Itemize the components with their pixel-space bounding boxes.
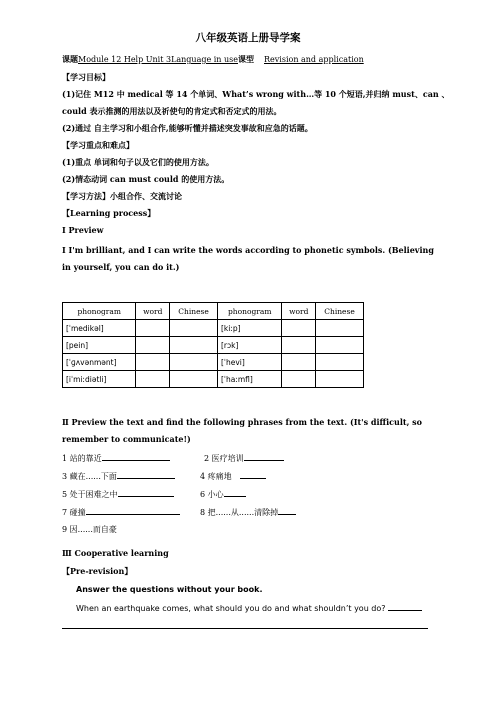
goal-item-1: (1)记住 M12 中 medical 等 14 个单词、What’s wrong with…等 10 个短语,并归纳 must、can 、 bbox=[62, 89, 450, 99]
chinese-cell[interactable] bbox=[170, 354, 218, 371]
type-value: Revision and application bbox=[264, 55, 364, 64]
word-cell[interactable] bbox=[282, 320, 316, 337]
word-cell[interactable] bbox=[136, 371, 170, 388]
question-1: When an earthquake comes, what should you do and what shouldn’t you do? bbox=[76, 602, 422, 614]
word-cell[interactable] bbox=[282, 371, 316, 388]
page-title: 八年级英语上册导学案 bbox=[195, 32, 301, 44]
word-cell[interactable] bbox=[136, 337, 170, 354]
focus-item-2: (2)情态动词 can must could 的使用方法。 bbox=[62, 174, 230, 184]
col-header: Chinese bbox=[170, 303, 218, 320]
phrase-row-3 bbox=[62, 488, 224, 500]
phrase-row-1 bbox=[62, 452, 244, 464]
answer-blank[interactable] bbox=[102, 452, 170, 461]
col-header: phonogram bbox=[218, 303, 282, 320]
table-header-row bbox=[63, 303, 364, 320]
answer-blank[interactable] bbox=[117, 470, 175, 479]
vocab-table bbox=[62, 302, 364, 388]
topic-line bbox=[62, 54, 364, 65]
table-row bbox=[63, 320, 364, 337]
word-cell[interactable] bbox=[136, 320, 170, 337]
phrase-row-4 bbox=[62, 506, 279, 518]
type-label: 课型 bbox=[238, 54, 254, 64]
chinese-cell[interactable] bbox=[316, 354, 364, 371]
phrase-item-2: 2 医疗培训 bbox=[204, 452, 284, 464]
table-row bbox=[63, 354, 364, 371]
focus-item-1: (1)重点 单词和句子以及它们的使用方法。 bbox=[62, 157, 214, 167]
phrase-item: 7 碰撞 bbox=[62, 508, 86, 517]
answer-blank[interactable] bbox=[240, 470, 266, 479]
phonogram-cell: [kiːp] bbox=[218, 320, 282, 337]
process-heading: 【Learning process】 bbox=[62, 208, 156, 218]
phonogram-cell: [iˈmiːdiətli] bbox=[63, 371, 136, 388]
pre-revision-heading: 【Pre-revision】 bbox=[62, 566, 133, 576]
phonogram-cell: [pein] bbox=[63, 337, 136, 354]
goals-heading: 【学习目标】 bbox=[62, 72, 110, 82]
method-line: 【学习方法】小组合作、交流讨论 bbox=[62, 191, 182, 201]
col-header: Chinese bbox=[316, 303, 364, 320]
coop-heading: Ⅲ Cooperative learning bbox=[62, 548, 169, 558]
col-header: word bbox=[282, 303, 316, 320]
phrase-item-8: 8 把......从......清除掉 bbox=[200, 506, 296, 518]
phrases-instruction: Ⅱ Preview the text and find the following phrases from the text. (It's difficult, so remember to communicate!) bbox=[62, 417, 422, 444]
phonogram-cell: [ˈhevi] bbox=[218, 354, 282, 371]
answer-blank[interactable] bbox=[278, 506, 296, 515]
phonogram-cell: [rɔk] bbox=[218, 337, 282, 354]
phrase-item: 9 因......而自豪 bbox=[62, 525, 117, 534]
col-header: phonogram bbox=[63, 303, 136, 320]
answer-blank[interactable] bbox=[86, 506, 180, 515]
chinese-cell[interactable] bbox=[170, 371, 218, 388]
chinese-cell[interactable] bbox=[316, 320, 364, 337]
answer-blank[interactable] bbox=[224, 488, 246, 497]
col-header: word bbox=[136, 303, 170, 320]
goal-item-2: (2)通过 自主学习和小组合作,能够听懂并描述突发事故和应急的话题。 bbox=[62, 123, 313, 133]
answer-blank[interactable] bbox=[118, 488, 174, 497]
chinese-cell[interactable] bbox=[316, 371, 364, 388]
phonogram-cell: [ˈhaːmfl] bbox=[218, 371, 282, 388]
topic-label: 课题 bbox=[62, 54, 78, 64]
preview-instruction: Ⅰ I'm brilliant, and I can write the words according to phonetic symbols. (Believing in yourself, you can do it.) bbox=[62, 245, 434, 272]
phrase-item: 1 站的靠近 bbox=[62, 454, 102, 463]
word-cell[interactable] bbox=[282, 354, 316, 371]
goal-item-1b: could 表示推测的用法以及祈使句的肯定式和否定式的用法。 bbox=[62, 106, 282, 116]
chinese-cell[interactable] bbox=[170, 337, 218, 354]
answer-line[interactable] bbox=[62, 628, 428, 629]
chinese-cell[interactable] bbox=[170, 320, 218, 337]
answer-blank[interactable] bbox=[388, 602, 422, 611]
phrase-row-2 bbox=[62, 470, 232, 482]
phrase-item: 5 处于困难之中 bbox=[62, 490, 118, 499]
phrase-item: 3 藏在......下面 bbox=[62, 472, 117, 481]
preview-heading: Ⅰ Preview bbox=[62, 225, 104, 235]
table-row bbox=[63, 337, 364, 354]
word-cell[interactable] bbox=[282, 337, 316, 354]
phrase-item-6: 6 小心 bbox=[200, 488, 246, 500]
phonogram-cell: [ˈɡʌvənmənt] bbox=[63, 354, 136, 371]
topic-module: Module 12 Help Unit 3Language in use bbox=[78, 55, 238, 64]
question-title: Answer the questions without your book. bbox=[76, 585, 263, 594]
phrase-row-5 bbox=[62, 524, 117, 535]
word-cell[interactable] bbox=[136, 354, 170, 371]
answer-blank[interactable] bbox=[244, 452, 284, 461]
phonogram-cell: [ˈmedikəl] bbox=[63, 320, 136, 337]
focus-heading: 【学习重点和难点】 bbox=[62, 140, 134, 150]
phrase-item-4: 4 疼痛地 bbox=[200, 470, 266, 482]
chinese-cell[interactable] bbox=[316, 337, 364, 354]
table-row bbox=[63, 371, 364, 388]
